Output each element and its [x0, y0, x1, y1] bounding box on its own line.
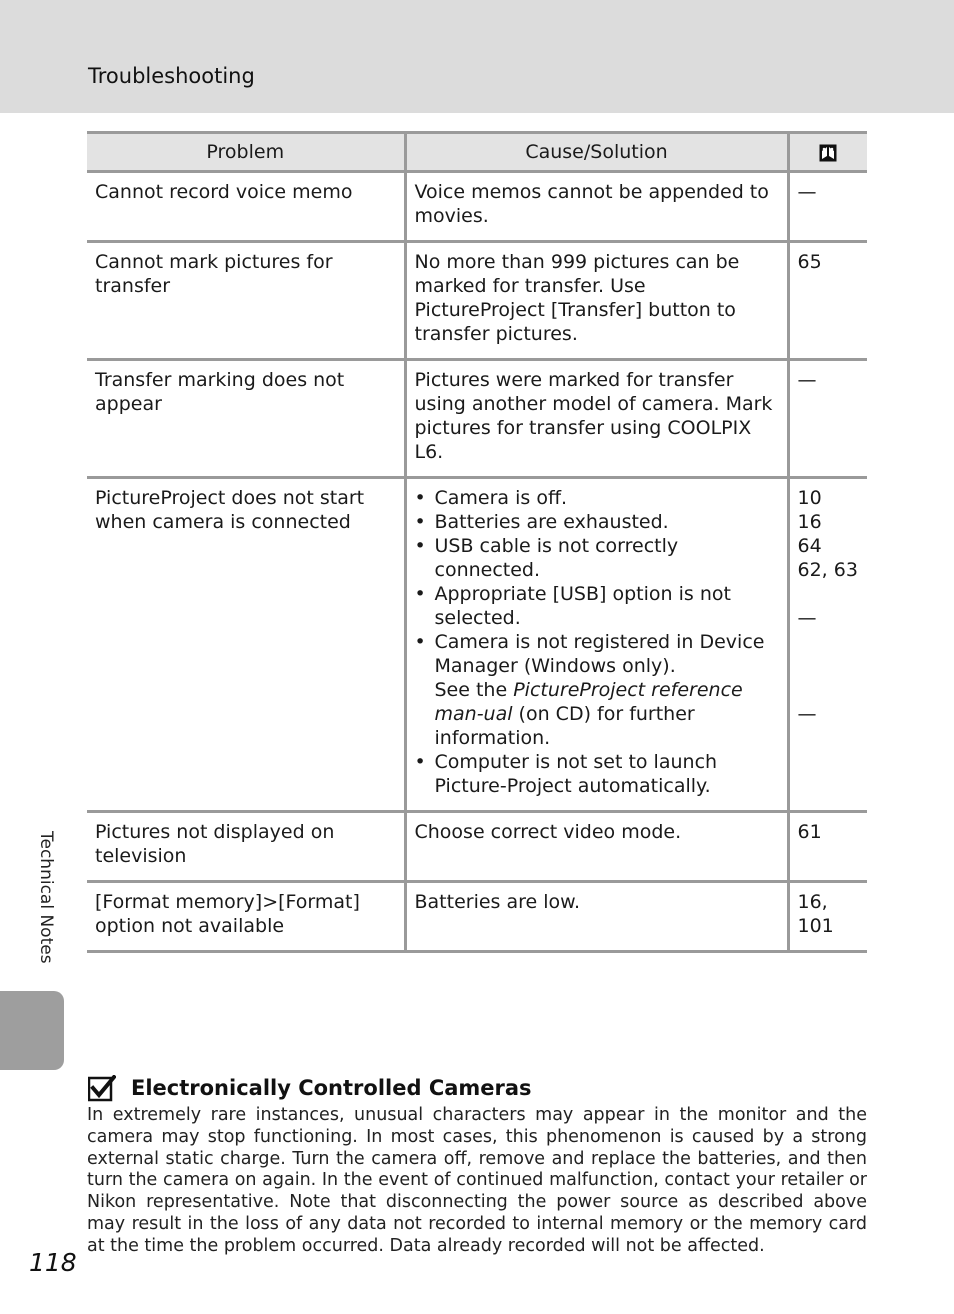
page-ref	[798, 678, 860, 702]
table-row	[87, 172, 867, 242]
page-cell	[788, 882, 867, 952]
solution-cell: Batteries are low.	[405, 882, 788, 952]
header-band	[0, 0, 954, 113]
page-ref: 64	[797, 535, 822, 557]
solution-bullet: • Camera is off.	[415, 486, 779, 510]
page-list	[798, 890, 860, 938]
page-ref: 16,	[797, 891, 828, 913]
solution-bullet: • Computer is not set to launch Picture-Project automatically.	[415, 750, 779, 798]
solution-cell: Voice memos cannot be appended to movies.	[405, 172, 788, 242]
table-row	[87, 242, 867, 360]
page-cell: —	[788, 360, 867, 478]
page-ref: 10	[797, 487, 822, 509]
page-number: 118	[29, 1248, 77, 1277]
page-reference-icon	[819, 144, 837, 162]
solution-bullet-text: Camera is not registered in Device Manager (Windows only).	[434, 631, 765, 677]
table-header-row	[87, 133, 867, 172]
table-row	[87, 360, 867, 478]
reference-note-prefix: See the	[434, 679, 514, 701]
section-title: Troubleshooting	[88, 64, 255, 88]
problem-cell: Transfer marking does not appear	[87, 360, 405, 478]
page-cell	[788, 478, 867, 812]
problem-cell: Cannot record voice memo	[87, 172, 405, 242]
problem-cell: Cannot mark pictures for transfer	[87, 242, 405, 360]
solution-cell: No more than 999 pictures can be marked for transfer. Use PictureProject [Transfer] button to transfer pictures.	[405, 242, 788, 360]
solution-bullet: • Batteries are exhausted.	[415, 510, 779, 534]
problem-cell: [Format memory]>[Format] option not available	[87, 882, 405, 952]
page-cell: 65	[788, 242, 867, 360]
page-cell: —	[788, 172, 867, 242]
page-ref: 16	[797, 511, 822, 533]
reference-manual-title: PictureProject reference man-ual	[434, 679, 743, 725]
side-tab	[0, 991, 64, 1070]
page-cell: 61	[788, 812, 867, 882]
troubleshooting-table	[87, 131, 867, 953]
page-ref: 62, 63	[797, 559, 858, 581]
problem-cell: Pictures not displayed on television	[87, 812, 405, 882]
reference-note-suffix: (on CD) for further information.	[434, 703, 695, 749]
problem-cell: PictureProject does not start when camera is connected	[87, 478, 405, 812]
column-header-page	[788, 133, 867, 172]
page-list	[798, 486, 860, 726]
note-body: In extremely rare instances, unusual characters may appear in the monitor and the camera may stop functioning. In most cases, this phenomenon is caused by a strong external static charge. Turn the camera off, remove and replace the batteries, and then turn the camera on again. In the event of continued malfunction, contact your retailer or Nikon representative. Note that disconnecting the power source as described above may result in the loss of any data not recorded to internal memory or the memory card at the time the problem occurred. Data already recorded will not be affected.	[87, 1105, 867, 1256]
page-ref: —	[797, 607, 817, 629]
table-row	[87, 478, 867, 812]
side-tab-label: Technical Notes	[36, 831, 56, 964]
table-row	[87, 882, 867, 952]
solution-bullet-list	[415, 486, 779, 798]
column-header-problem: Problem	[87, 133, 405, 172]
solution-bullet: • USB cable is not correctly connected.	[415, 534, 779, 582]
page-ref: 101	[797, 915, 834, 937]
checkmark-note-icon	[88, 1075, 116, 1103]
page-ref	[798, 654, 860, 678]
solution-cell: Choose correct video mode.	[405, 812, 788, 882]
page-ref	[798, 582, 860, 606]
table-row	[87, 812, 867, 882]
solution-bullet: • Appropriate [USB] option is not selected.	[415, 582, 779, 630]
solution-cell	[405, 478, 788, 812]
solution-cell: Pictures were marked for transfer using another model of camera. Mark pictures for transfer using COOLPIX L6.	[405, 360, 788, 478]
page-ref: —	[797, 703, 817, 725]
page-ref	[798, 630, 860, 654]
column-header-cause-solution: Cause/Solution	[405, 133, 788, 172]
note-title: Electronically Controlled Cameras	[131, 1076, 532, 1100]
solution-bullet	[415, 630, 779, 750]
